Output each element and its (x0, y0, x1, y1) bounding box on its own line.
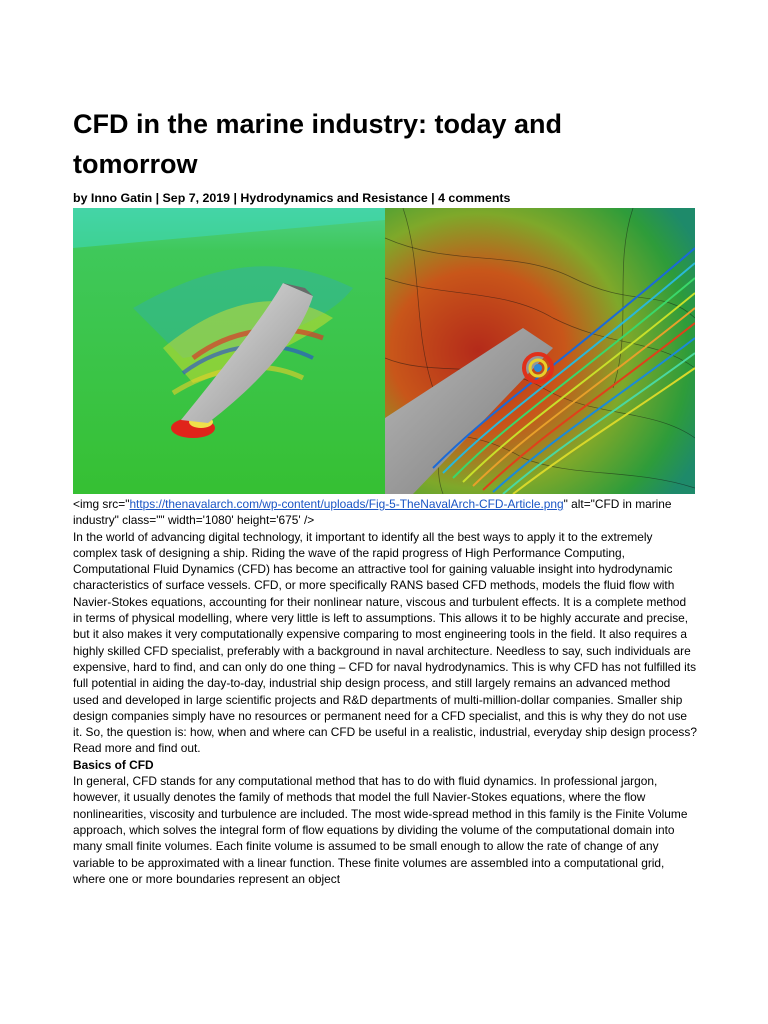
section-heading: Basics of CFD (73, 757, 154, 772)
image-url-link[interactable]: https://thenavalarch.com/wp-content/uploads/Fig-5-TheNavalArch-CFD-Article.png (129, 497, 564, 511)
streamlines-panel (385, 208, 695, 494)
cfd-figure (73, 208, 695, 494)
byline-separator: | (427, 191, 439, 205)
author-link[interactable]: Inno Gatin (90, 191, 153, 205)
category-link[interactable]: Hydrodynamics and Resistance (240, 191, 428, 205)
image-markup-text: <img src="https://thenavalarch.com/wp-content/uploads/Fig-5-TheNavalArch-CFD-Article.png" alt="CFD in marine industry" class="" width='1080' height='675' /> (73, 497, 672, 528)
byline-prefix: by (73, 191, 88, 205)
publish-date: Sep 7, 2019 (162, 191, 231, 205)
section-paragraph: In general, CFD stands for any computational method that has to do with fluid dynamics. In professional jargon, however, it usually denotes the family of methods that model the full Navier-Stokes equations, where the flow nonlinearities, viscosity and turbulence are included. The most wide-spread method in this family is the Finite Volume approach, which solves the integral form of flow equations by dividing the volume of the computational domain into many small finite volumes. Each finite volume is assumed to be small enough to allow the rate of change of any variable to be approximated with a linear function. These finite volumes are assembled into a computational grid, where one or more boundaries represent an object (73, 774, 688, 886)
article-byline (73, 191, 510, 205)
wave-pattern-panel (73, 208, 385, 494)
comments-link[interactable]: 4 comments (438, 191, 511, 205)
article-title: CFD in the marine industry: today and tomorrow (73, 109, 563, 179)
article-body (73, 496, 697, 887)
intro-paragraph: In the world of advancing digital technology, it important to identify all the best ways to apply it to the extremely complex task of designing a ship. Riding the wave of the rapid progress of High Performance Computing, Computational Fluid Dynamics (CFD) has become an attractive tool for gaining valuable insight into hydrodynamic characteristics of surface vessels. CFD, or more specifically RANS based CFD methods, models the fluid flow with Navier-Stokes equations, accounting for their nonlinear nature, viscous and turbulent effects. It is a complete method in terms of physical modelling, where very little is left to assumptions. This allows it to be highly accurate and precise, but it also makes it very computationally expensive comparing to most engineering tools in the field. It also requires a highly skilled CFD specialist, preferably with a background in naval architecture. Needless to say, such individuals are expensive, hard to find, and can only do one thing – CFD for naval hydrodynamics. This is why CFD has not fulfilled its full potential in aiding the day-to-day, industrial ship design process, and still largely remains an advanced method used and developed in large scientific projects and R&D departments of multi-million-dollar companies. Smaller ship design companies simply have no resources or permanent need for a CFD specialist, and this is why they do not use it. So, the question is: how, when and where can CFD be useful in a realistic, industrial, everyday ship design process? Read more and find out. (73, 529, 697, 756)
byline-separator: | (230, 191, 241, 205)
byline-separator: | (152, 191, 163, 205)
